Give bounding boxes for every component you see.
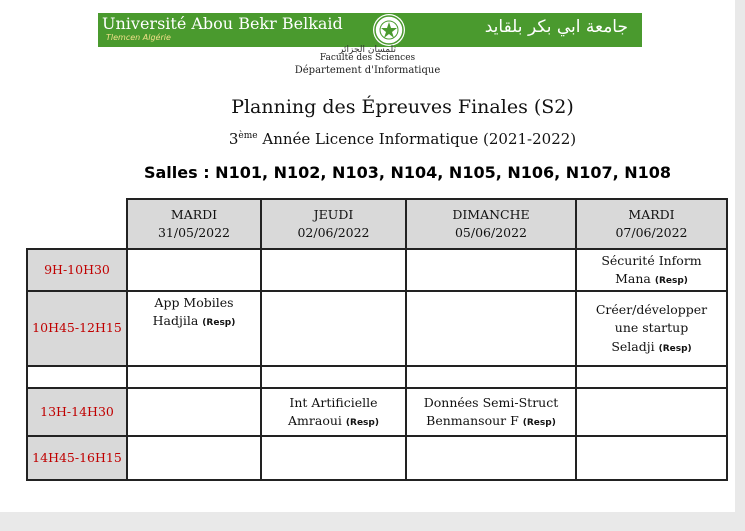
exam-cell: App Mobiles Hadjila (Resp) <box>127 291 261 366</box>
table-row <box>27 366 727 388</box>
university-seal-icon <box>373 14 405 46</box>
day-header: MARDI 31/05/2022 <box>127 199 261 249</box>
exam-cell <box>576 436 727 480</box>
exam-cell <box>261 249 406 291</box>
exam-cell <box>127 249 261 291</box>
time-slot: 13H-14H30 <box>27 388 127 436</box>
table-row <box>27 249 727 291</box>
table-header-row <box>27 199 727 249</box>
time-slot: 9H-10H30 <box>27 249 127 291</box>
exam-cell <box>406 291 576 366</box>
faculty-name: Faculté des Sciences <box>319 53 416 63</box>
exam-cell <box>127 436 261 480</box>
spacer-cell <box>576 366 727 388</box>
exam-cell <box>261 436 406 480</box>
city-ar: تلمسان الجزائر <box>339 45 396 55</box>
day-header: MARDI 07/06/2022 <box>576 199 727 249</box>
university-location: Tlemcen Algérie <box>106 33 171 42</box>
university-name-ar: جامعة ابي بكر بلقايد <box>484 17 628 37</box>
university-name-fr: Université Abou Bekr Belkaid <box>102 14 343 33</box>
exam-schedule-table <box>26 198 728 481</box>
time-slot: 14H45-16H15 <box>27 436 127 480</box>
subtitle: 3ème Année Licence Informatique (2021-2022) <box>228 130 577 148</box>
exam-cell: Données Semi-Struct Benmansour F (Resp) <box>406 388 576 436</box>
page-title: Planning des Épreuves Finales (S2) <box>231 96 574 118</box>
rooms-list: Salles : N101, N102, N103, N104, N105, N106, N107, N108 <box>143 163 672 182</box>
exam-cell: Créer/développer une startup Seladji (Resp) <box>576 291 727 366</box>
time-slot: 10H45-12H15 <box>27 291 127 366</box>
spacer-cell <box>27 366 127 388</box>
university-banner <box>98 13 642 47</box>
spacer-cell <box>127 366 261 388</box>
exam-cell <box>261 291 406 366</box>
exam-cell <box>576 388 727 436</box>
table-row <box>27 388 727 436</box>
spacer-cell <box>261 366 406 388</box>
exam-cell: Sécurité Inform Mana (Resp) <box>576 249 727 291</box>
day-header: JEUDI 02/06/2022 <box>261 199 406 249</box>
department-name: Département d'Informatique <box>294 65 441 76</box>
spacer-cell <box>406 366 576 388</box>
table-row <box>27 291 727 366</box>
table-row <box>27 436 727 480</box>
corner-cell <box>27 199 127 249</box>
exam-cell <box>406 249 576 291</box>
day-header: DIMANCHE 05/06/2022 <box>406 199 576 249</box>
exam-cell: Int Artificielle Amraoui (Resp) <box>261 388 406 436</box>
exam-cell <box>406 436 576 480</box>
exam-cell <box>127 388 261 436</box>
